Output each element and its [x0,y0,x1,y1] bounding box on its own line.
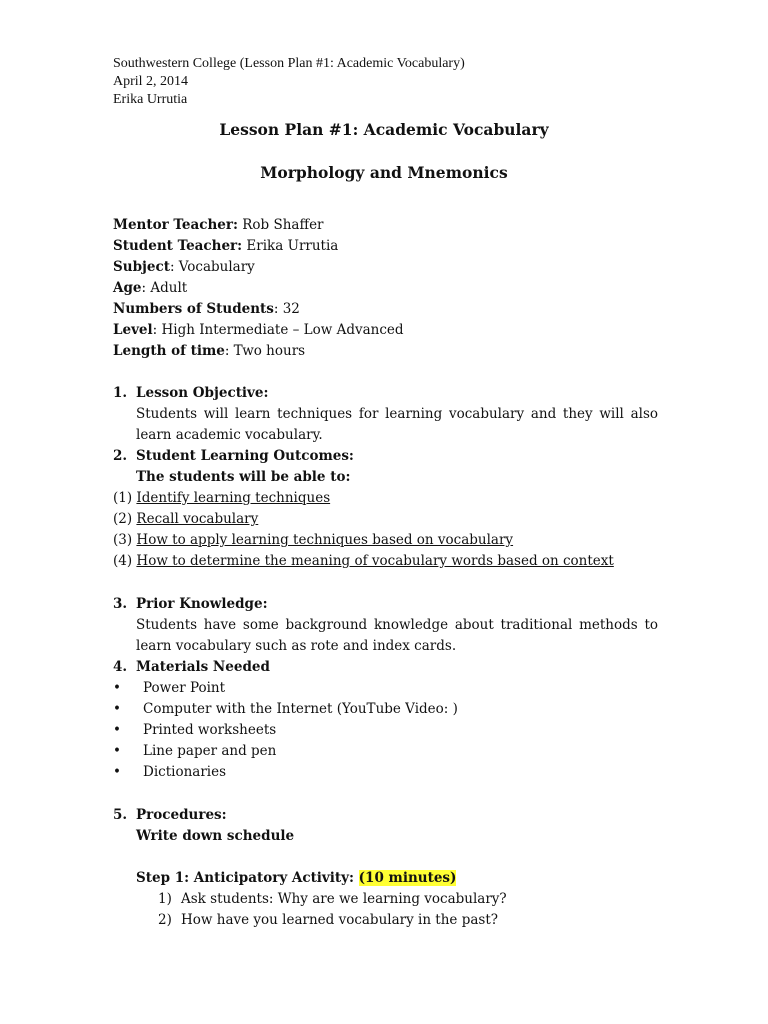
meta-value: : 32 [273,301,300,317]
outcome-text: How to determine the meaning of vocabulary words based on context [136,553,614,569]
bullet-icon: • [113,764,121,780]
section-lesson-objective [113,383,658,446]
outcome-number: (1) [113,490,133,506]
section-number: 3. [113,596,128,612]
bullet-icon: • [113,701,121,717]
meta-label: Length of time [113,343,225,359]
meta-subject [113,257,404,278]
question-text: Ask students: Why are we learning vocabulary? [181,891,507,907]
bullet-icon: • [113,722,121,738]
section-subheading: Write down schedule [136,828,295,844]
meta-number-of-students [113,299,404,320]
meta-label: Age [113,280,142,296]
meta-value: : Two hours [224,343,306,359]
outcome-text: Identify learning techniques [136,490,331,506]
meta-age [113,278,404,299]
meta-mentor-teacher [113,215,404,236]
meta-length-of-time [113,341,404,362]
section-heading: Procedures: [136,807,227,823]
material-text: Line paper and pen [143,743,277,759]
outcome-number: (2) [113,511,133,527]
step-label: Step 1: Anticipatory Activity: [136,870,359,886]
material-item [113,741,658,762]
document-subtitle: Morphology and Mnemonics [260,163,508,182]
material-item [113,720,658,741]
outcome-number: (4) [113,553,133,569]
material-item [113,762,658,783]
header-author: Erika Urrutia [113,92,188,107]
meta-value: Rob Shaffer [237,217,324,233]
meta-level [113,320,404,341]
material-item [113,678,658,699]
meta-value: : Adult [141,280,188,296]
document-title: Lesson Plan #1: Academic Vocabulary [219,120,549,139]
meta-label: Level [113,322,153,338]
lesson-meta [113,215,404,362]
section-number: 1. [113,385,128,401]
question-number: 2) [158,912,172,928]
bullet-icon: • [113,680,121,696]
spacer [136,847,658,868]
question-number: 1) [158,891,172,907]
section-number: 4. [113,659,128,675]
section-text: Students have some background knowledge about traditional methods to learn vocabulary such as rote and index cards. [136,617,658,654]
section-heading: Materials Needed [136,659,270,675]
bullet-icon: • [113,743,121,759]
outcome-item [113,530,658,551]
material-text: Printed worksheets [143,722,277,738]
meta-label: Student Teacher: [113,238,243,254]
step-time-highlight: (10 minutes) [358,870,457,886]
section-heading: Lesson Objective: [136,385,269,401]
step-question [113,889,658,910]
section-prior-knowledge [113,594,658,657]
outcome-item [113,551,658,572]
document-header [113,55,465,109]
step-heading [136,868,658,889]
material-text: Power Point [143,680,226,696]
outcome-number: (3) [113,532,133,548]
meta-label: Subject [113,259,170,275]
section-materials-needed [113,657,658,783]
meta-student-teacher [113,236,404,257]
material-item [113,699,658,720]
header-course: Southwestern College (Lesson Plan #1: Academic Vocabulary) [113,56,465,71]
meta-label: Mentor Teacher: [113,217,238,233]
outcome-item [113,488,658,509]
section-number: 2. [113,448,128,464]
section-number: 5. [113,807,128,823]
step-question [113,910,658,931]
material-text: Dictionaries [143,764,227,780]
outcome-item [113,509,658,530]
material-text: Computer with the Internet (YouTube Video: ) [143,701,458,717]
meta-value: Erika Urrutia [242,238,339,254]
outcome-text: How to apply learning techniques based on vocabulary [136,532,514,548]
meta-value: : Vocabulary [169,259,255,275]
section-heading: Student Learning Outcomes: [136,448,354,464]
section-learning-outcomes [113,446,658,572]
section-procedures [113,805,658,931]
outcome-text: Recall vocabulary [136,511,259,527]
section-text: Students will learn techniques for learning vocabulary and they will also learn academic vocabulary. [136,406,658,443]
section-heading: Prior Knowledge: [136,596,268,612]
header-date: April 2, 2014 [113,74,189,89]
meta-label: Numbers of Students [113,301,274,317]
question-text: How have you learned vocabulary in the past? [181,912,498,928]
meta-value: : High Intermediate – Low Advanced [152,322,404,338]
section-subheading: The students will be able to: [136,469,351,485]
